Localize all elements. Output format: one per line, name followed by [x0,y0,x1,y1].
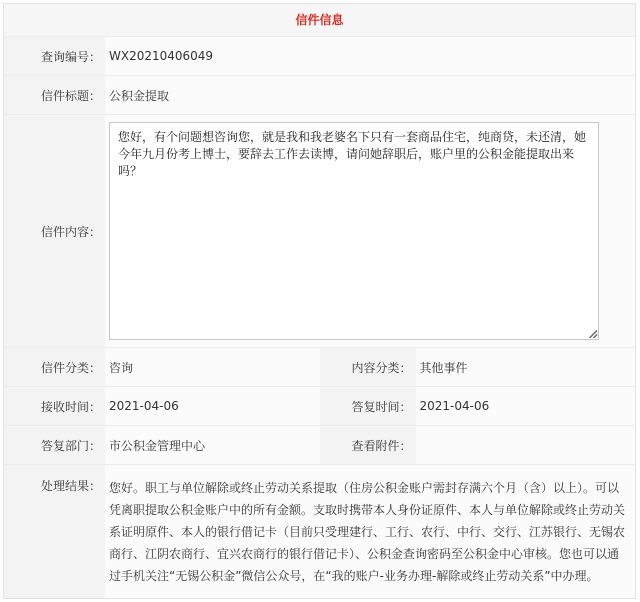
reply-dept-value: 市公积金管理中心 [105,426,320,464]
query-no-row [4,37,635,76]
reply-dept-label: 答复部门： [4,426,105,464]
reply-time-value: 2021-04-06 [416,387,636,425]
reply-time-half [320,387,636,425]
dept-row [4,426,635,465]
letter-info-panel [3,3,636,599]
letter-title-value: 公积金提取 [105,76,635,114]
received-time-label: 接收时间： [4,387,105,425]
result-text: 您好。职工与单位解除或终止劳动关系提取（住房公积金账户需封存满六个月（含）以上）。可以凭离职提取公积金账户中的所有金额。支取时携带本人身份证原件、本人与单位解除或终止劳动关系证明原件、本人的银行借记卡（目前只受理建行、工行、农行、中行、交行、江苏银行、无锡农商行、江阴农商行、宜兴农商行的银行借记卡）、公积金查询密码至公积金中心审核。您也可以通过手机关注“无锡公积金”微信公众号，在“我的账户-业务办理-解除或终止劳动关系”中办理。 [109,481,626,583]
attachments-half [320,426,636,464]
time-row [4,387,635,426]
letter-content-text: 您好，有个问题想咨询您，就是我和我老婆名下只有一套商品住宅，纯商贷，未还清，她今年九月份考上博士，要辞去工作去读博，请问她辞职后，账户里的公积金能提取出来吗？ [118,130,587,178]
content-category-label: 内容分类： [320,348,416,386]
reply-time-label: 答复时间： [320,387,416,425]
category-half [4,348,320,386]
reply-dept-half [4,426,320,464]
panel-title: 信件信息 [4,4,635,37]
category-label: 信件分类： [4,348,105,386]
letter-content-label: 信件内容： [4,115,105,347]
letter-title-row [4,76,635,115]
content-category-value: 其他事件 [416,348,636,386]
attachments-value[interactable] [416,426,636,464]
category-row [4,348,635,387]
query-no-value: WX20210406049 [105,37,635,75]
query-no-label: 查询编号： [4,37,105,75]
attachments-label: 查看附件： [320,426,416,464]
category-value: 咨询 [105,348,320,386]
resize-grip-icon[interactable] [589,330,597,338]
received-time-half [4,387,320,425]
result-label: 处理结果： [4,465,105,599]
letter-title-label: 信件标题： [4,76,105,114]
letter-content-row [4,115,635,348]
letter-content-textarea[interactable] [109,122,599,340]
received-time-value: 2021-04-06 [105,387,320,425]
content-category-half [320,348,636,386]
result-row [4,465,635,599]
